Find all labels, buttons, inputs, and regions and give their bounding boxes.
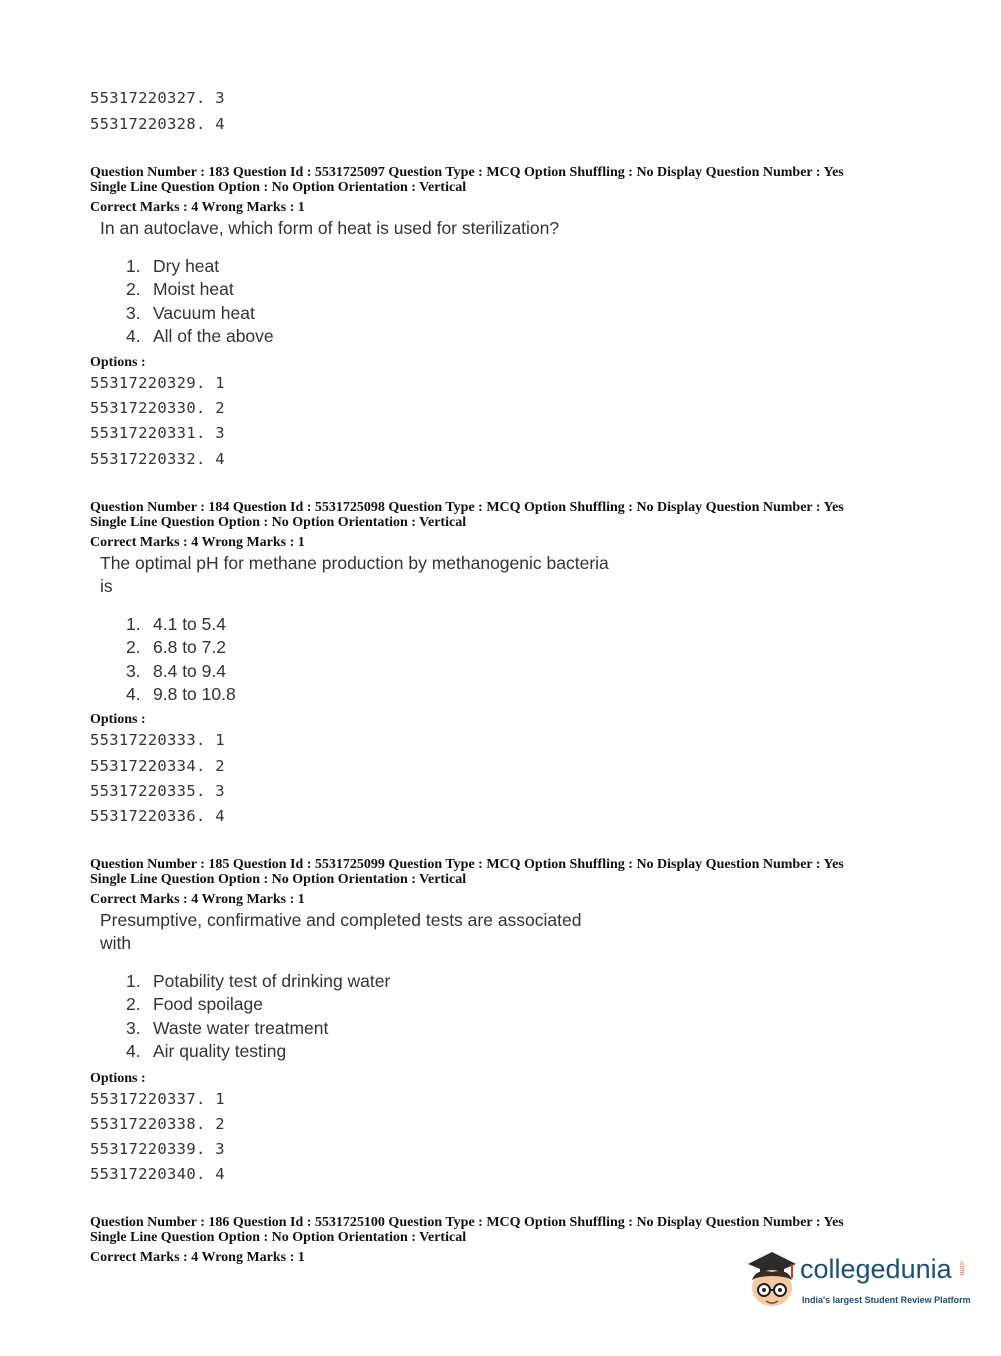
question-text-line: is: [100, 576, 113, 596]
option-code: 55317220328. 4: [90, 115, 225, 133]
question-meta: Question Number : 186 Question Id : 5531725100 Question Type : MCQ Option Shuffling : No Display Question Number : Yes: [90, 1215, 844, 1230]
question-meta: Question Number : 183 Question Id : 5531725097 Question Type : MCQ Option Shuffling : No Display Question Number : Yes: [90, 165, 844, 180]
question-marks: Correct Marks : 4 Wrong Marks : 1: [90, 200, 305, 215]
choice-item: 2. Moist heat: [126, 279, 234, 300]
options-label: Options :: [90, 355, 146, 370]
option-code: 55317220339. 3: [90, 1140, 225, 1158]
question-meta-line2: Single Line Question Option : No Option Orientation : Vertical: [90, 515, 467, 530]
question-marks: Correct Marks : 4 Wrong Marks : 1: [90, 1250, 305, 1265]
choice-list: [126, 255, 274, 348]
choice-item: 2. Food spoilage: [126, 994, 263, 1015]
option-code: 55317220340. 4: [90, 1165, 225, 1183]
choice-item: 4. Air quality testing: [126, 1040, 287, 1061]
choice-item: 4. 9.8 to 10.8: [126, 683, 236, 704]
question-text-line: with: [100, 933, 132, 953]
choice-list: [126, 613, 236, 706]
choice-item: 3. 8.4 to 9.4: [126, 660, 226, 681]
question-text: [100, 552, 609, 598]
question-marks: Correct Marks : 4 Wrong Marks : 1: [90, 892, 305, 907]
choice-item: 3. Vacuum heat: [126, 302, 255, 323]
option-code: 55317220331. 3: [90, 424, 225, 442]
option-code: 55317220334. 2: [90, 757, 225, 775]
choice-item: 1. Potability test of drinking water: [126, 971, 391, 991]
option-code: 55317220338. 2: [90, 1115, 225, 1133]
question-text-line: In an autoclave, which form of heat is used for sterilization?: [100, 218, 560, 238]
question-text-line: Presumptive, confirmative and completed tests are associated: [100, 910, 582, 930]
logo-wordmark: collegedunia: [800, 1254, 952, 1284]
choice-item: 4. All of the above: [126, 325, 274, 346]
question-text-line: The optimal pH for methane production by methanogenic bacteria: [100, 553, 609, 573]
option-code: 55317220327. 3: [90, 89, 225, 107]
choice-item: 1. 4.1 to 5.4: [126, 614, 226, 634]
option-code: 55317220336. 4: [90, 807, 225, 825]
question-text: [100, 217, 559, 240]
question-meta: Question Number : 184 Question Id : 5531725098 Question Type : MCQ Option Shuffling : No Display Question Number : Yes: [90, 500, 844, 515]
choice-item: 3. Waste water treatment: [126, 1017, 329, 1038]
options-label: Options :: [90, 712, 146, 727]
options-label: Options :: [90, 1071, 146, 1086]
choice-item: 1. Dry heat: [126, 256, 220, 276]
option-code: 55317220333. 1: [90, 731, 225, 749]
question-meta: Question Number : 185 Question Id : 5531725099 Question Type : MCQ Option Shuffling : No Display Question Number : Yes: [90, 857, 844, 872]
option-code: 55317220332. 4: [90, 450, 225, 468]
question-meta-line2: Single Line Question Option : No Option Orientation : Vertical: [90, 872, 467, 887]
logo-suffix: .com: [958, 1260, 965, 1276]
option-code: 55317220335. 3: [90, 782, 225, 800]
option-code: 55317220330. 2: [90, 399, 225, 417]
option-code: 55317220337. 1: [90, 1090, 225, 1108]
question-meta-line2: Single Line Question Option : No Option Orientation : Vertical: [90, 1230, 467, 1245]
question-text: [100, 909, 581, 955]
logo-tagline: India's largest Student Review Platform: [802, 1295, 971, 1305]
question-meta-line2: Single Line Question Option : No Option Orientation : Vertical: [90, 180, 467, 195]
mascot-icon: [742, 1250, 800, 1312]
option-code: 55317220329. 1: [90, 374, 225, 392]
question-marks: Correct Marks : 4 Wrong Marks : 1: [90, 535, 305, 550]
choice-list: [126, 970, 390, 1063]
choice-item: 2. 6.8 to 7.2: [126, 637, 226, 658]
collegedunia-logo: [742, 1250, 972, 1312]
